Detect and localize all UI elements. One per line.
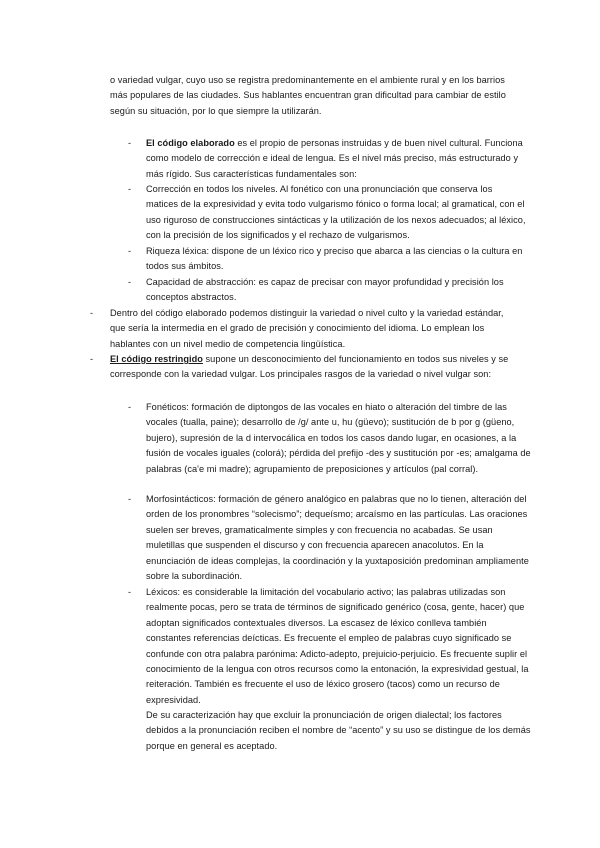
list-dash: - [128,494,132,504]
list-item-codigo-elaborado-variedades: Dentro del código elaborado podemos distinguir la variedad o nivel culto y la variedad estándar, que sería la intermedia en el grado de precisión y conocimiento del idioma. Lo emplean los hablantes con un nivel medio de competencia lingüística. [110,308,504,349]
list-dash: - [128,277,132,287]
list-dash: - [128,246,132,256]
list-dash: - [90,354,94,364]
list-item-foneticos: Fonéticos: formación de diptongos de las vocales en hiato o alteración del timbre de las vocales (tualla, paine); desarrollo de /g/ ante u, hu (güevo); sustitución de b por g (güeno, bujero), supresión de la d intervocálica en todos los casos dando lugar, en ocasiones, a la fusión de vocales iguales (colorá); pérdida del prefijo -des y sustitución por -es; amalgama de palabras (ca'e mi madre); agrupamiento de preposiciones y artículos (pal corral). [146,402,531,474]
list-dash: - [128,138,132,148]
list-item-codigo-elaborado [146,136,526,182]
list-item-abstraccion: Capacidad de abstracción: es capaz de precisar con mayor profundidad y precisión los conceptos abstractos. [146,277,504,303]
list-dash: - [128,402,132,412]
list-item-riqueza-lexica: Riqueza léxica: dispone de un léxico rico y preciso que abarca a las ciencias o la cultura en todos sus ámbitos. [146,246,523,272]
intro-paragraph: o variedad vulgar, cuyo uso se registra predominantemente en el ambiente rural y en los barrios más populares de las ciudades. Sus hablantes encuentran gran dificultad para cambiar de estilo según su situación, por lo que siempre la utilizarán. [110,75,506,116]
list-item-morfosintacticos: Morfosintácticos: formación de género analógico en palabras que no lo tienen, alteración del orden de los pronombres “solecismo”; dequeísmo; arcaísmo en las partículas. Las oraciones suelen ser breves, gramaticalmente simples y con frecuencia no acabadas. Se usan muletillas que suspenden el discurso y con frecuencia aparecen anacolutos. En la enunciación de ideas complejas, la coordinación y la yuxtaposición predominan ampliamente sobre la subordinación. [146,494,529,582]
term-codigo-elaborado: El código elaborado [146,138,235,148]
list-item-codigo-restringido [110,352,520,383]
item-text: supone un desconocimiento del funcionamiento en todos sus niveles y se corresponde con la variedad vulgar. Los principales rasgos de la variedad o nivel vulgar son: [110,354,509,380]
list-dash: - [128,184,132,194]
closing-paragraph: De su caracterización hay que excluir la pronunciación de origen dialectal; los factores debidos a la pronunciación reciben el nombre de “acento” y su uso se distingue de los demás porque en general es aceptado. [146,710,531,751]
item-text: es el propio de personas instruidas y de buen nivel cultural. Funciona como modelo de corrección e ideal de lengua. Es el nivel más preciso, más estructurado y más rígido. Sus características fundamentales son: [146,138,523,179]
list-dash: - [90,308,94,318]
list-item-correccion: Corrección en todos los niveles. Al fonético con una pronunciación que conserva los matices de la expresividad y evita todo vulgarismo fónico o forma local; al gramatical, con el uso riguroso de construcciones sintácticas y la utilización de los nexos adecuados; al léxico, con la precisión de los significados y el rechazo de vulgarismos. [146,184,526,241]
list-dash: - [128,587,132,597]
list-item-lexicos: Léxicos: es considerable la limitación del vocabulario activo; las palabras utilizadas son realmente pocas, pero se trata de términos de significado genérico (cosa, gente, hacer) que adoptan significados contextuales diversos. La escasez de léxico conlleva también constantes referencias deícticas. Es frecuente el empleo de palabras cuyo significado se confunde con otra palabra parónima: Adicto-adepto, prejuicio-perjuicio. Es frecuente suplir el conocimiento de la lengua con otros recursos como la entonación, la expresividad gestual, la reiteración. También es frecuente el uso de léxico grosero (tacos) como un recurso de expresividad. [146,587,529,705]
term-codigo-restringido: El código restringido [110,354,203,364]
